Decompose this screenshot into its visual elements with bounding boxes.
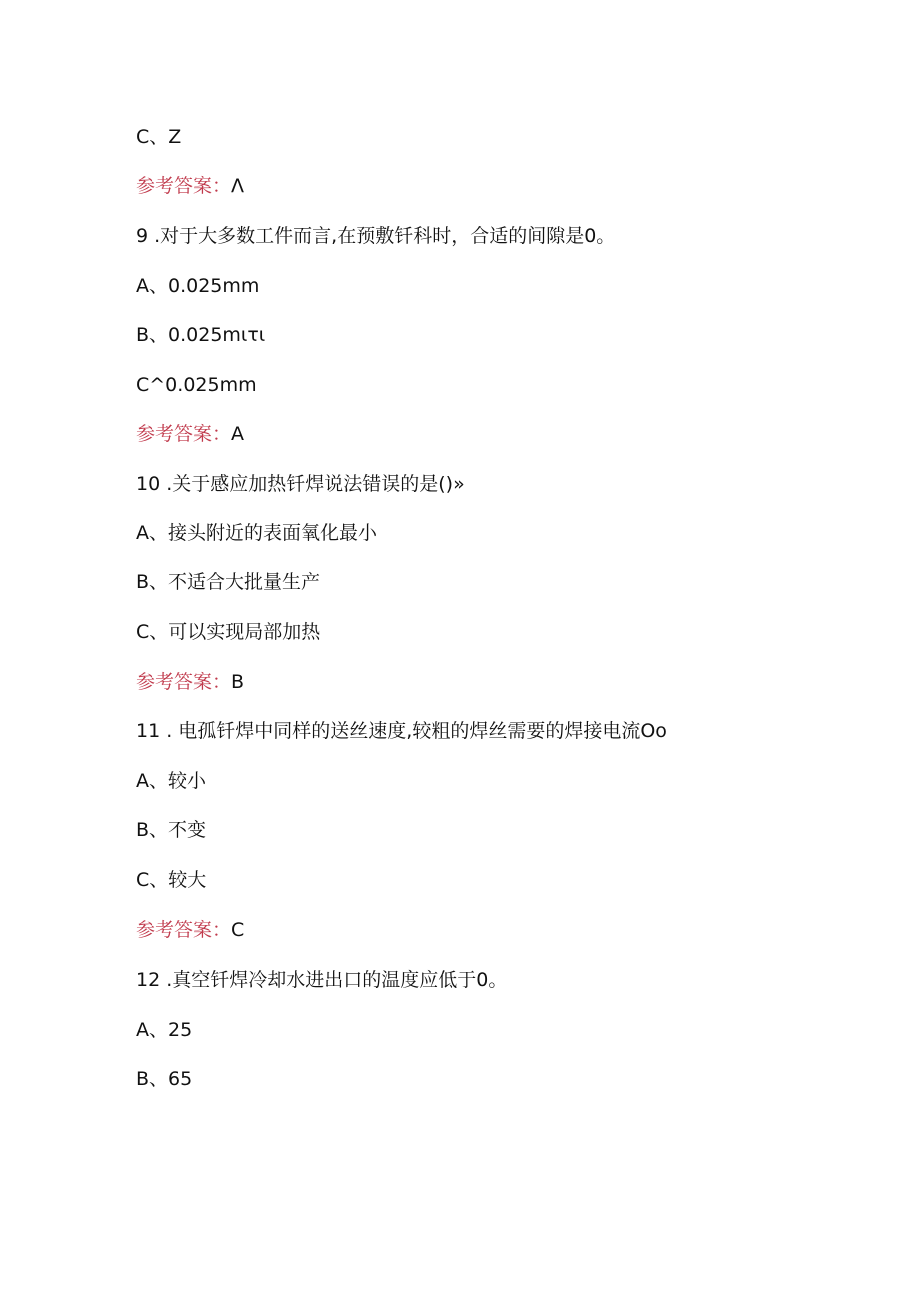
option-c: C、可以实现局部加热 bbox=[136, 621, 321, 643]
option-b: B、不适合大批量生产 bbox=[136, 571, 321, 593]
question-10: 10 .关于感应加热钎焊说法错误的是()» bbox=[136, 473, 465, 495]
answer-value: C bbox=[231, 919, 245, 941]
option-c-z: C、Z bbox=[136, 126, 182, 148]
question-11: 11 . 电孤钎焊中同样的送丝速度,较粗的焊丝需要的焊接电流Oo bbox=[136, 720, 667, 742]
option-b: B、不变 bbox=[136, 819, 207, 841]
answer-label: 参考答案： bbox=[136, 423, 232, 445]
answer-label: 参考答案： bbox=[136, 175, 232, 197]
option-c: C、较大 bbox=[136, 869, 207, 891]
question-12: 12 .真空钎焊冷却水进出口的温度应低于0。 bbox=[136, 969, 508, 991]
question-9: 9 .对于大多数工件而言,在预敷钎科时，合适的间隙是0。 bbox=[136, 225, 616, 247]
option-b: B、0.025mιτι bbox=[136, 324, 266, 346]
answer-line bbox=[136, 174, 244, 198]
answer-line bbox=[136, 918, 244, 942]
answer-label: 参考答案： bbox=[136, 671, 232, 693]
answer-value: B bbox=[231, 671, 245, 693]
option-a: A、25 bbox=[136, 1019, 193, 1041]
option-b: B、65 bbox=[136, 1068, 193, 1090]
option-a: A、接头附近的表面氧化最小 bbox=[136, 522, 377, 544]
option-a: A、较小 bbox=[136, 770, 206, 792]
answer-line bbox=[136, 422, 244, 446]
option-c: C^0.025mm bbox=[136, 374, 257, 396]
answer-value: Λ bbox=[231, 175, 245, 197]
answer-value: A bbox=[231, 423, 245, 445]
answer-line bbox=[136, 670, 244, 694]
answer-label: 参考答案： bbox=[136, 919, 232, 941]
option-a: A、0.025mm bbox=[136, 275, 260, 297]
